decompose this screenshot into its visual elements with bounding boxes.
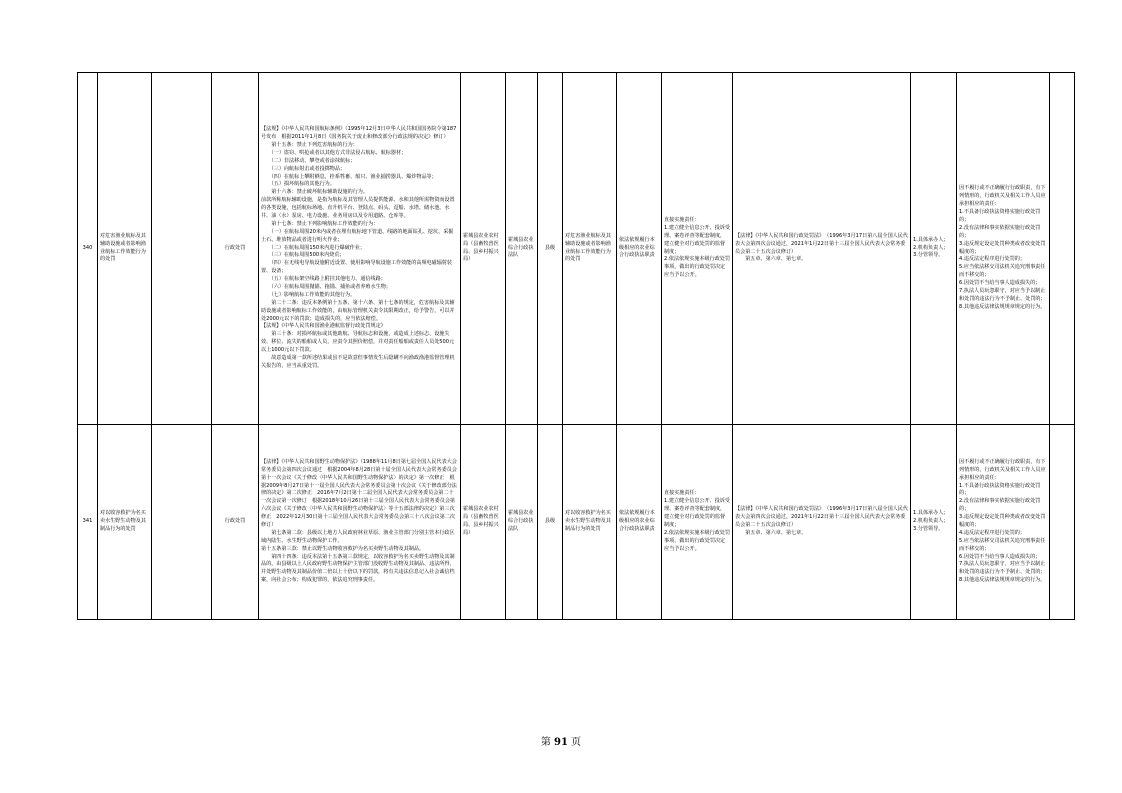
authority-list-table	[77, 72, 1075, 620]
level-cell: 县级	[538, 73, 563, 425]
remark-cell	[1050, 73, 1075, 425]
table-row	[78, 73, 1075, 425]
sub-item-cell	[152, 425, 212, 620]
seq-cell: 341	[78, 425, 98, 620]
remark-cell	[1050, 425, 1075, 620]
implement-duty-cell: 直接实施责任： 1.建立健全信息公开、投诉受理、案卷评查等配套制度，建立健全对行政处罚的监督制度； 2.依法依规实施本级行政处罚事项，做出的行政处罚决定应当予以公开。	[662, 73, 733, 425]
responsible-subject-cell: 1.具体承办人； 2.机构负责人； 3.分管领导。	[911, 73, 957, 425]
content-cell: 对危害渔业航标及其辅助设施或者影响渔业航标工作效能行为的处罚	[563, 73, 617, 425]
level-cell: 县级	[538, 425, 563, 620]
accountability-basis-cell: 【法律】《中华人民共和国行政处罚法》 （1996年3月17日第八届全国人民代表大会第四次会议通过，2021年1月22日第十三届全国人民代表大会常务委员会第二十五次会议修订） 第五章、第六章、第七章。	[733, 73, 911, 425]
exemption-cell: 因不履行或不正确履行行政职责，有下列情形的，行政机关及相关工作人员应承担相应的责任： 1.不具备行政执法资格实施行政处罚的； 2.没有法律和事实依据实施行政处罚的； 3.违反规定设定处罚种类或者改变处罚幅度的； 4.违反法定程序进行处罚的； 5.应当依法移交司法机关追究刑事责任而不移交的； 6.因处罚不当给当事人造成损失的； 7.执法人员玩忽职守，对应当予以制止和处罚的违法行为不予制止、处罚的； 8.其他违反法律法规规章规定的行为。	[957, 425, 1050, 620]
sub-item-cell	[152, 73, 212, 425]
subject-cell: 霍城县农业农村局（县畜牧兽医局、县乡村振兴局）	[461, 73, 506, 425]
responsible-subject-cell: 1.具体承办人； 2.机构负责人； 3.分管领导。	[911, 425, 957, 620]
implement-duty-cell: 直接实施责任： 1.建立健全信息公开、投诉受理、案卷评查等配套制度，建立健全对行政处罚的监督制度； 2.依法依规实施本级行政处罚事项，做出的行政处罚决定应当予以公开。	[662, 425, 733, 620]
content-cell: 对以收容救护为名买卖水生野生动物及其制品行为的处罚	[563, 425, 617, 620]
page-suffix: 页	[567, 737, 582, 748]
accountability-basis-cell: 【法律】《中华人民共和国行政处罚法》 （1996年3月17日第八届全国人民代表大会第四次会议通过，2021年1月22日第十三届全国人民代表大会常务委员会第二十五次会议修订） 第五章、第六章、第七章。	[733, 425, 911, 620]
subject-cell: 霍城县农业农村局（县畜牧兽医局、县乡村振兴局）	[461, 425, 506, 620]
page-number-value: 91	[554, 737, 568, 748]
legal-basis-cell: 【法规】《中华人民共和国航标条例》（1995年12月3日中华人民共和国国务院令第187号发布 根据2011年1月8日《国务院关于废止和修改部分行政法规的决定》修订） 第十五条：禁止下列危害航标的行为： （一）盗窃、哄抢或者以其他方式非法侵占航标、航标器材； （二）非法移动、攀登或者涂抹航标； （三）向航标射击或者投掷物品； （四）在航标上攀附栖息，拴系牲畜、船只、渔业捕捞器具、爆炸物品等； （五）损坏航标的其他行为。 第十六条：禁止破坏航标辅助设施的行为。 前款所称航标辅助设施，是指为航标及其管理人员提供能源、水和其他所需物资而设置的各类设施，包括航标场地、直升机平台、登陆点、码头、趸船、水塔、储水池、水井、油（水）泵房、电力设施、业务用房以及专用道路、仓库等。 第十七条：禁止下列影响航标工作效能的行为： （一）在航标周围20米内或者在埋有航标地下管道、线路的地面钻孔、挖坑、采掘土石、堆放物品或者进行明火作业； （二）在航标周围150米内进行爆破作业； （三）在航标周围500米内烧荒； （四）在无线电导航设施附近设置、使用影响导航设施工作效能的高频电磁辐射装置、设备； （五）在航标架空线路上附挂其他电力、通信线路； （六）在航标周围抛锚、拖锚、捕鱼或者养殖水生物； （七）影响航标工作效能的其他行为。 第二十二条：违反本条例第十五条、第十六条、第十七条的规定，危害航标及其辅助设施或者影响航标工作效能的，由航标管理机关责令其限期改正，给予警告，可以并处2000元以下的罚款；造成损失的，应当依法赔偿。 【法规】《中华人民共和国渔业港航监督行政处罚规定》 第三十条：对损坏航标或其他助航、导航标志和设施，或造成上述标志、设施失效、移位、流失的船舶或人员，应责令其照价赔偿，并对责任船舶或责任人员处500元以上1000元以下罚款。 故意造成第一款所述结果或虽不是故意但事情发生后隐瞒不向渔政渔港监督管理机关报告的，应当从重处罚。	[259, 73, 461, 425]
duty-scope-cell: 依法依规履行本级相应的农业综合行政执法职责	[617, 425, 662, 620]
item-name-cell: 对以收容救护为名买卖水生野生动物及其制品行为的处罚	[98, 425, 152, 620]
seq-cell: 340	[78, 73, 98, 425]
legal-basis-cell: 【法律】《中华人民共和国野生动物保护法》（1988年11月8日第七届全国人民代表大会常务委员会第四次会议通过 根据2004年8月28日第十届全国人民代表大会常务委员会第十一次会议《关于修改〈中华人民共和国野生动物保护法〉的决定》第一次修正 根据2009年8月27日第十一届全国人民代表大会常务委员会第十次会议《关于修改部分法律的决定》第二次修正 2016年7月2日第十二届全国人民代表大会常务委员会第二十一次会议第一次修订 根据2018年10月26日第十三届全国人民代表大会常务委员会第六次会议《关于修改〈中华人民共和国野生动物保护法〉等十五部法律的决定》第三次修正 2022年12月30日第十三届全国人民代表大会常务委员会第三十八次会议第二次修订） 第七条第二款：县级以上地方人民政府林业草原、渔业主管部门分别主管本行政区域内陆生、水生野生动物保护工作。 第十五条第三款：禁止以野生动物收容救护为名买卖野生动物及其制品。 第四十四条：违反本法第十五条第三款规定，以收容救护为名买卖野生动物及其制品的，由县级以上人民政府野生动物保护主管部门没收野生动物及其制品、违法所得，并处野生动物及其制品价值二倍以上十倍以下的罚款，将有关违法信息记入社会诚信档案，向社会公布；构成犯罪的，依法追究刑事责任。	[259, 425, 461, 620]
item-name-cell: 对危害渔业航标及其辅助设施或者影响渔业航标工作效能行为的处罚	[98, 73, 152, 425]
table-row	[78, 425, 1075, 620]
page-number	[0, 733, 1122, 748]
executor-cell: 霍城县农业综合行政执法队	[506, 73, 538, 425]
duty-scope-cell: 依法依规履行本级相应的农业综合行政执法职责	[617, 73, 662, 425]
category-cell: 行政处罚	[212, 425, 259, 620]
page-prefix: 第	[540, 737, 555, 748]
category-cell: 行政处罚	[212, 73, 259, 425]
executor-cell: 霍城县农业综合行政执法队	[506, 425, 538, 620]
exemption-cell: 因不履行或不正确履行行政职责，有下列情形的，行政机关及相关工作人员应承担相应的责任： 1.不具备行政执法资格实施行政处罚的； 2.没有法律和事实依据实施行政处罚的； 3.违反规定设定处罚种类或者改变处罚幅度的； 4.违反法定程序进行处罚的； 5.应当依法移交司法机关追究刑事责任而不移交的； 6.因处罚不当给当事人造成损失的； 7.执法人员玩忽职守，对应当予以制止和处罚的违法行为不予制止、处罚的； 8.其他违反法律法规规章规定的行为。	[957, 73, 1050, 425]
